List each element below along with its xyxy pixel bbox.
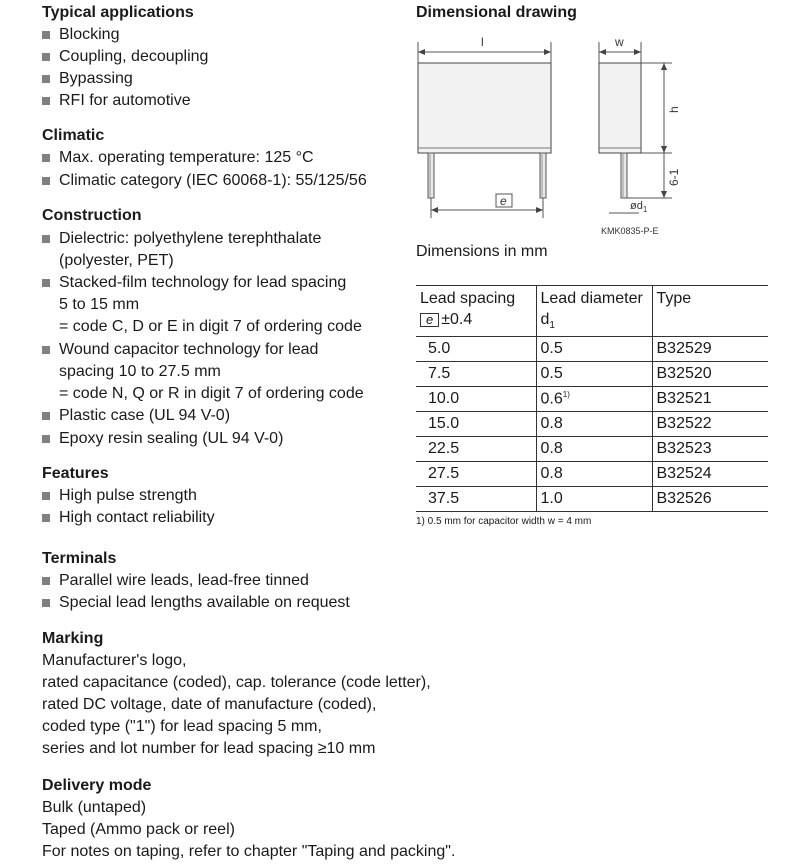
list-item: Climatic category (IEC 60068-1): 55/125/56 (42, 170, 367, 192)
cell-lead-diameter: 1.0 (536, 487, 652, 512)
table-header-row (416, 286, 768, 337)
cell-lead-diameter: 0.8 (536, 462, 652, 487)
label-e: e (500, 194, 507, 208)
cell-type: B32522 (656, 415, 712, 433)
list-item-continuation: 5 to 15 mm (59, 296, 140, 313)
dimensional-drawing-heading: Dimensional drawing (416, 4, 577, 21)
label-h: h (667, 106, 681, 113)
table-row (416, 412, 768, 437)
marking-line: rated DC voltage, date of manufacture (coded), (42, 696, 377, 713)
list-item: High contact reliability (42, 507, 215, 529)
list-item: Coupling, decoupling (42, 46, 208, 68)
typical-applications-heading: Typical applications (42, 4, 194, 21)
marking-line: series and lot number for lead spacing ≥10 mm (42, 740, 376, 757)
list-item: Wound capacitor technology for lead (42, 339, 318, 361)
delivery-line: For notes on taping, refer to chapter "Taping and packing". (42, 843, 456, 860)
cell-type: B32526 (656, 490, 712, 508)
list-item: Plastic case (UL 94 V-0) (42, 405, 230, 427)
delivery-line: Bulk (untaped) (42, 799, 147, 816)
header-lead-spacing: Lead spacing e ±0.4 (416, 286, 536, 337)
bullet-square-icon (42, 412, 50, 420)
dimensional-drawing (416, 28, 686, 243)
bullet-square-icon (42, 492, 50, 500)
bullet-square-icon (42, 177, 50, 185)
table-row (416, 437, 768, 462)
list-item: Max. operating temperature: 125 °C (42, 147, 314, 169)
cell-lead-spacing: 10.0 (416, 387, 536, 412)
marking-heading: Marking (42, 630, 104, 647)
cell-lead-spacing: 15.0 (416, 412, 536, 437)
lead-left (428, 153, 434, 198)
cell-lead-spacing: 7.5 (416, 362, 536, 387)
cell-lead-spacing: 37.5 (416, 487, 536, 512)
features-heading: Features (42, 465, 109, 482)
list-item: Epoxy resin sealing (UL 94 V-0) (42, 428, 283, 450)
terminals-heading: Terminals (42, 550, 117, 567)
dimensions-caption: Dimensions in mm (416, 243, 548, 260)
cell-lead-diameter: 0.8 (536, 412, 652, 437)
climatic-heading: Climatic (42, 127, 105, 144)
drawing-reference: KMK0835-P-E (601, 226, 659, 236)
lead-right (540, 153, 546, 198)
table-footnote: 1) 0.5 mm for capacitor width w = 4 mm (416, 516, 592, 527)
list-item: Dielectric: polyethylene terephthalate (42, 228, 321, 250)
cell-lead-spacing: 27.5 (416, 462, 536, 487)
marking-line: Manufacturer's logo, (42, 652, 187, 669)
label-l: l (481, 35, 484, 49)
lead-side (621, 153, 627, 198)
bullet-square-icon (42, 53, 50, 61)
cell-lead-diameter: 0.8 (536, 437, 652, 462)
list-item: Special lead lengths available on request (42, 592, 350, 614)
bullet-square-icon (42, 154, 50, 162)
list-item: High pulse strength (42, 485, 197, 507)
cell-type: B32520 (656, 365, 712, 383)
list-item-continuation: = code N, Q or R in digit 7 of ordering code (59, 385, 364, 402)
bullet-square-icon (42, 346, 50, 354)
dimensions-table (416, 285, 768, 512)
footnote-marker: 1) (562, 390, 570, 400)
bullet-square-icon (42, 31, 50, 39)
bullet-square-icon (42, 599, 50, 607)
list-item: Parallel wire leads, lead-free tinned (42, 570, 309, 592)
list-item: Blocking (42, 24, 119, 46)
cell-type: B32529 (656, 340, 712, 358)
list-item-continuation: spacing 10 to 27.5 mm (59, 363, 221, 380)
table-body (416, 337, 768, 512)
table-row (416, 387, 768, 412)
list-item-continuation: = code C, D or E in digit 7 of ordering code (59, 318, 362, 335)
label-lead-length: 6-1 (667, 168, 681, 186)
cell-type: B32521 (656, 390, 712, 408)
construction-heading: Construction (42, 207, 142, 224)
marking-line: rated capacitance (coded), cap. tolerance (code letter), (42, 674, 431, 691)
e-symbol-box: e (420, 313, 439, 327)
marking-line: coded type ("1") for lead spacing 5 mm, (42, 718, 322, 735)
bullet-square-icon (42, 97, 50, 105)
bullet-square-icon (42, 514, 50, 522)
bullet-square-icon (42, 435, 50, 443)
label-d: $ød_1$ (630, 200, 648, 214)
cell-lead-spacing: 5.0 (416, 337, 536, 362)
bullet-square-icon (42, 235, 50, 243)
table-row (416, 337, 768, 362)
delivery-mode-heading: Delivery mode (42, 777, 152, 794)
list-item-continuation: (polyester, PET) (59, 252, 174, 269)
bullet-square-icon (42, 279, 50, 287)
cell-type: B32524 (656, 465, 712, 483)
delivery-line: Taped (Ammo pack or reel) (42, 821, 235, 838)
cell-type: B32523 (656, 440, 712, 458)
list-item: RFI for automotive (42, 90, 191, 112)
capacitor-body-side (599, 63, 641, 153)
label-w: w (615, 35, 624, 49)
table-row (416, 487, 768, 512)
cell-lead-diameter: 0.5 (536, 362, 652, 387)
header-lead-diameter: Lead diameter $d_1$ (536, 286, 652, 337)
table-row (416, 462, 768, 487)
bullet-square-icon (42, 577, 50, 585)
cell-lead-diameter: 0.6$^{1)}$ (536, 387, 652, 412)
table-row (416, 362, 768, 387)
list-item: Bypassing (42, 68, 133, 90)
cell-lead-spacing: 22.5 (416, 437, 536, 462)
list-item: Stacked-film technology for lead spacing (42, 272, 346, 294)
cell-lead-diameter: 0.5 (536, 337, 652, 362)
capacitor-body-front (418, 63, 551, 153)
header-type: Type (656, 290, 692, 307)
bullet-square-icon (42, 75, 50, 83)
